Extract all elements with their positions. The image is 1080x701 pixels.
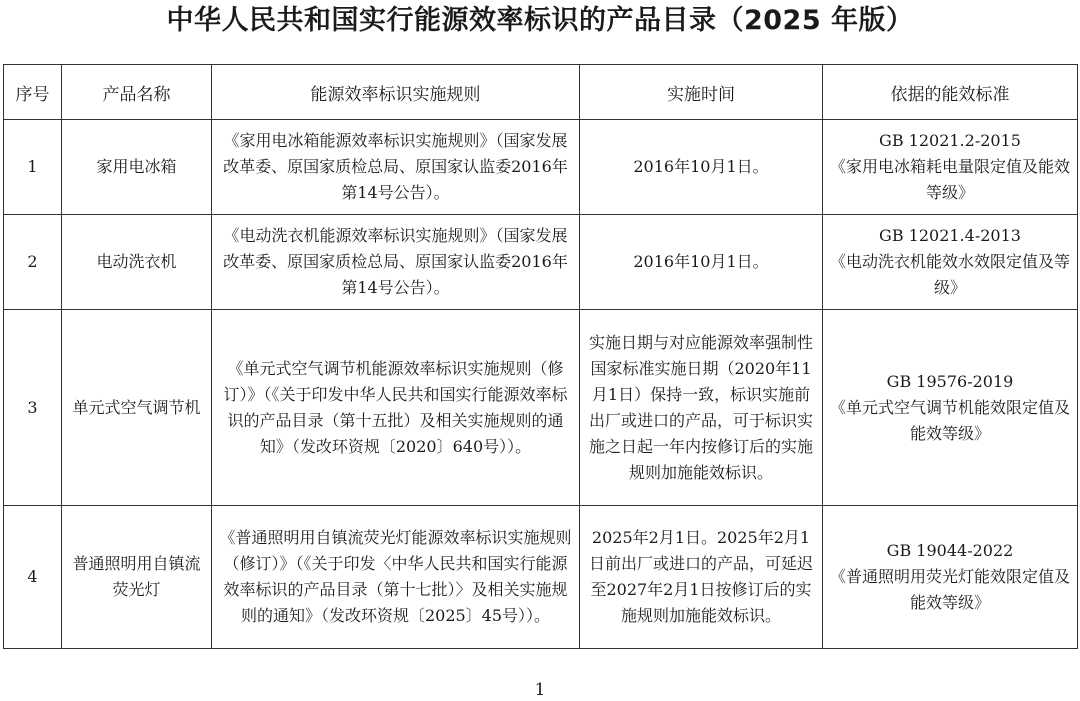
implementation-date: 2016年10月1日。 bbox=[580, 120, 823, 215]
efficiency-standard bbox=[823, 310, 1078, 506]
product-name: 普通照明用自镇流荧光灯 bbox=[62, 506, 212, 649]
product-name: 家用电冰箱 bbox=[62, 120, 212, 215]
table-row bbox=[4, 506, 1078, 649]
implementation-rule: 《家用电冰箱能源效率标识实施规则》（国家发展改革委、原国家质检总局、原国家认监委2016年第14号公告）。 bbox=[212, 120, 580, 215]
product-catalog-table bbox=[3, 64, 1078, 649]
table-row bbox=[4, 310, 1078, 506]
table-row bbox=[4, 215, 1078, 310]
implementation-date: 2025年2月1日。2025年2月1日前出厂或进口的产品，可延迟至2027年2月1日按修订后的实施规则加施能效标识。 bbox=[580, 506, 823, 649]
serial-no: 1 bbox=[4, 120, 62, 215]
implementation-date: 实施日期与对应能源效率强制性国家标准实施日期（2020年11月1日）保持一致，标识实施前出厂或进口的产品，可于标识实施之日起一年内按修订后的实施规则加施能效标识。 bbox=[580, 310, 823, 506]
header-efficiency-standard: 依据的能效标准 bbox=[823, 65, 1078, 120]
header-implementation-date: 实施时间 bbox=[580, 65, 823, 120]
implementation-rule: 《普通照明用自镇流荧光灯能源效率标识实施规则（修订）》（《关于印发〈中华人民共和国实行能源效率标识的产品目录（第十七批）〉及相关实施规则的通知》（发改环资规〔2025〕45号））。 bbox=[212, 506, 580, 649]
table-row bbox=[4, 120, 1078, 215]
product-name: 电动洗衣机 bbox=[62, 215, 212, 310]
efficiency-standard bbox=[823, 120, 1078, 215]
document-title: 中华人民共和国实行能源效率标识的产品目录（2025 年版） bbox=[166, 5, 914, 36]
efficiency-standard bbox=[823, 506, 1078, 649]
standard-name: 《普通照明用荧光灯能效限定值及能效等级》 bbox=[829, 567, 1070, 612]
implementation-rule: 《电动洗衣机能源效率标识实施规则》（国家发展改革委、原国家质检总局、原国家认监委2016年第14号公告）。 bbox=[212, 215, 580, 310]
standard-code: GB 12021.2-2015 bbox=[879, 131, 1021, 150]
page-number: 1 bbox=[534, 680, 546, 700]
header-serial-no: 序号 bbox=[4, 65, 62, 120]
standard-name: 《单元式空气调节机能效限定值及能效等级》 bbox=[829, 397, 1070, 443]
standard-name: 《家用电冰箱耗电量限定值及能效等级》 bbox=[829, 157, 1070, 202]
standard-code: GB 12021.4-2013 bbox=[879, 226, 1021, 245]
serial-no: 2 bbox=[4, 215, 62, 310]
table-header-row bbox=[4, 65, 1078, 120]
implementation-rule: 《单元式空气调节机能源效率标识实施规则（修订）》（《关于印发中华人民共和国实行能源效率标识的产品目录（第十五批）及相关实施规则的通知》（发改环资规〔2020〕640号））。 bbox=[212, 310, 580, 506]
efficiency-standard bbox=[823, 215, 1078, 310]
header-product-name: 产品名称 bbox=[62, 65, 212, 120]
standard-code: GB 19576-2019 bbox=[886, 371, 1014, 391]
standard-name: 《电动洗衣机能效水效限定值及等级》 bbox=[829, 252, 1070, 297]
header-implementation-rule: 能源效率标识实施规则 bbox=[212, 65, 580, 120]
serial-no: 3 bbox=[4, 310, 62, 506]
implementation-date: 2016年10月1日。 bbox=[580, 215, 823, 310]
standard-code: GB 19044-2022 bbox=[886, 541, 1014, 560]
serial-no: 4 bbox=[4, 506, 62, 649]
product-name: 单元式空气调节机 bbox=[62, 310, 212, 506]
